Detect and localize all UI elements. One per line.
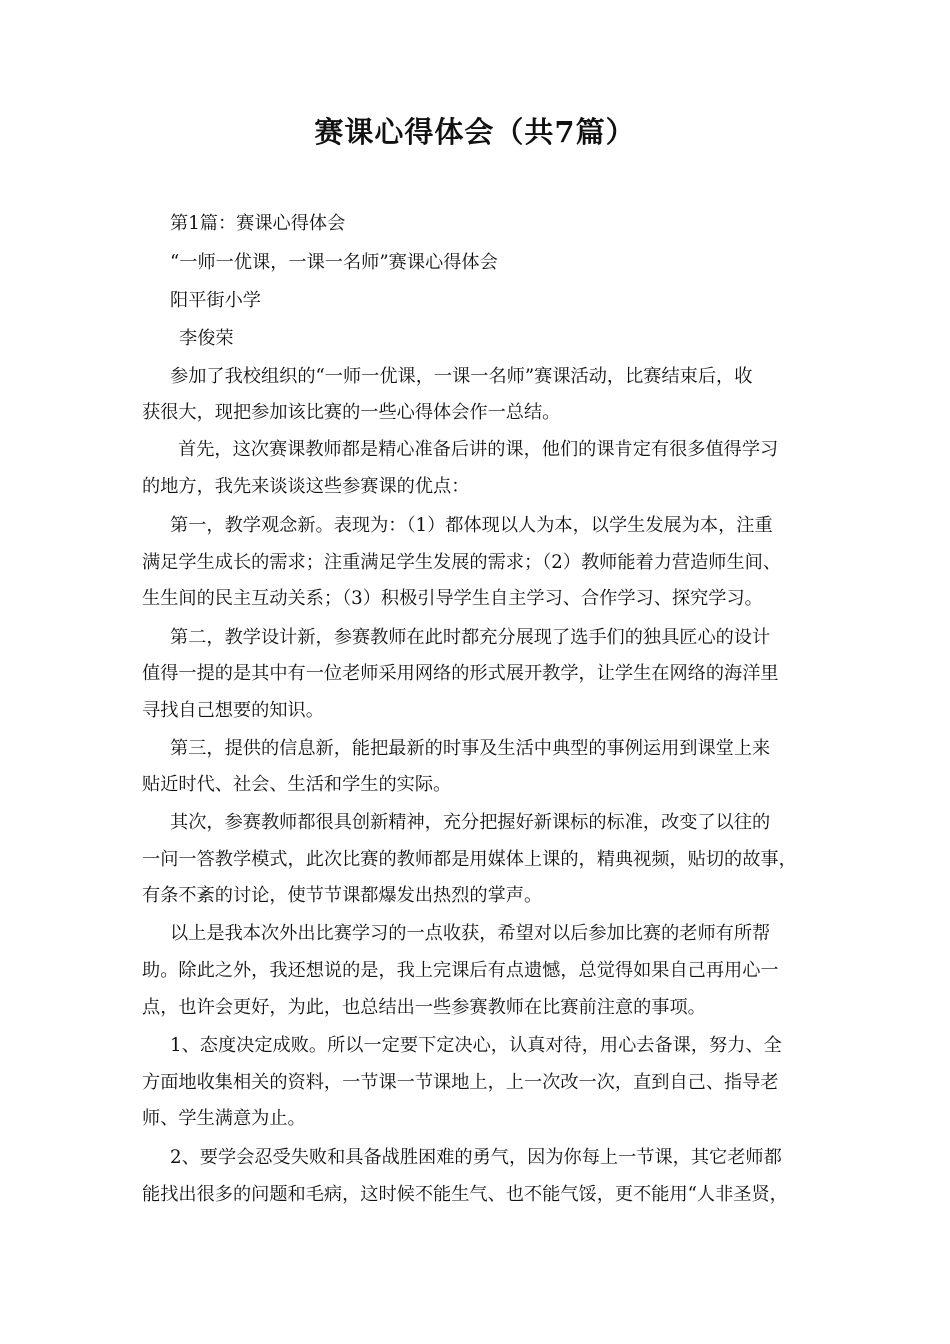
author-name: 李俊荣 bbox=[179, 328, 234, 349]
paragraph-line: 第二，教学设计新，参赛教师在此时都充分展现了选手们的独具匠心的设计 bbox=[170, 627, 771, 648]
paragraph-line: 有条不紊的讨论，使节节课都爆发出热烈的掌声。 bbox=[142, 885, 543, 906]
article-heading: 第1篇：赛课心得体会 bbox=[170, 213, 346, 234]
paragraph-line: 2、要学会忍受失败和具备战胜困难的勇气，因为你每上一节课，其它老师都 bbox=[170, 1147, 782, 1168]
paragraph-line: 助。除此之外，我还想说的是，我上完课后有点遗憾，总觉得如果自己再用心一 bbox=[142, 960, 779, 981]
paragraph-line: 师、学生满意为止。 bbox=[142, 1108, 306, 1129]
paragraph-line: 参加了我校组织的“一师一优课，一课一名师”赛课活动，比赛结束后，收 bbox=[170, 366, 753, 387]
paragraph-line: 满足学生成长的需求；注重满足学生发展的需求；（2）教师能着力营造师生间、 bbox=[142, 552, 782, 573]
article-subtitle: “一师一优课，一课一名师”赛课心得体会 bbox=[170, 252, 498, 273]
paragraph-line: 第一，教学观念新。表现为：（1）都体现以人为本，以学生发展为本，注重 bbox=[170, 515, 773, 536]
paragraph-line: 其次，参赛教师都很具创新精神，充分把握好新课标的标准，改变了以往的 bbox=[170, 812, 771, 833]
paragraph-line: 方面地收集相关的资料，一节课一节课地上，上一次改一次，直到自己、指导老 bbox=[142, 1072, 779, 1093]
paragraph-line: 首先，这次赛课教师都是精心准备后讲的课，他们的课肯定有很多值得学习 bbox=[178, 439, 779, 460]
paragraph-line: 能找出很多的问题和毛病，这时候不能生气、也不能气馁，更不能用“人非圣贤， bbox=[142, 1184, 788, 1205]
document-title: 赛课心得体会（共7篇） bbox=[314, 115, 636, 149]
paragraph-line: 贴近时代、社会、生活和学生的实际。 bbox=[142, 774, 452, 795]
paragraph-line: 点，也许会更好，为此，也总结出一些参赛教师在比赛前注意的事项。 bbox=[142, 997, 706, 1018]
paragraph-line: 第三，提供的信息新，能把最新的时事及生活中典型的事例运用到课堂上来 bbox=[170, 738, 771, 759]
paragraph-line: 一问一答教学模式，此次比赛的教师都是用媒体上课的，精典视频，贴切的故事， bbox=[142, 849, 797, 870]
school-name: 阳平街小学 bbox=[170, 290, 261, 311]
paragraph-line: 生生间的民主互动关系；（3）积极引导学生自主学习、合作学习、探究学习。 bbox=[142, 588, 763, 609]
paragraph-line: 1、态度决定成败。所以一定要下定决心，认真对待，用心去备课，努力、全 bbox=[170, 1035, 782, 1056]
paragraph-line: 获很大，现把参加该比赛的一些心得体会作一总结。 bbox=[142, 402, 561, 423]
paragraph-line: 值得一提的是其中有一位老师采用网络的形式展开教学，让学生在网络的海洋里 bbox=[142, 663, 779, 684]
paragraph-line: 以上是我本次外出比赛学习的一点收获，希望对以后参加比赛的老师有所帮 bbox=[170, 923, 771, 944]
paragraph-line: 的地方，我先来谈谈这些参赛课的优点： bbox=[142, 476, 470, 497]
paragraph-line: 寻找自己想要的知识。 bbox=[142, 700, 324, 721]
